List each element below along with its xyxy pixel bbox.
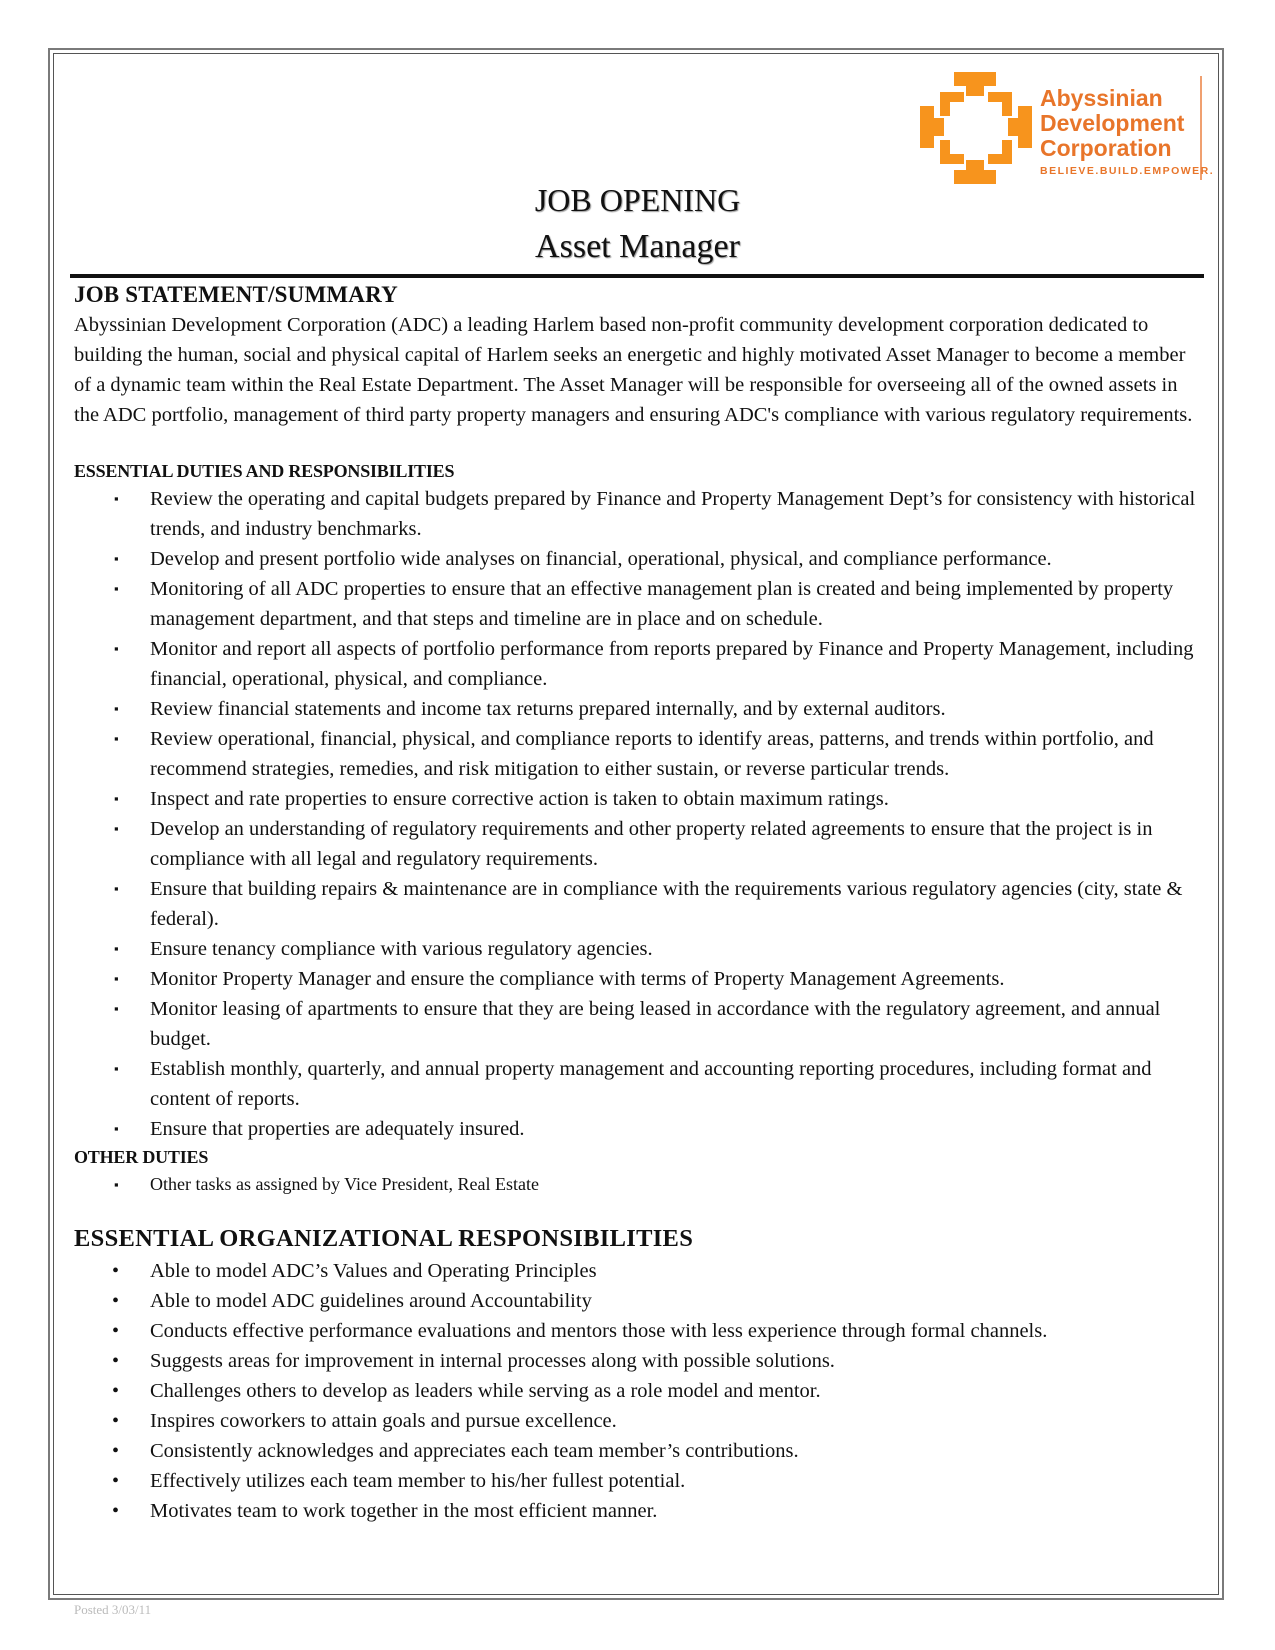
list-item: • Able to model ADC guidelines around Accountability [74, 1286, 1204, 1316]
bullet-icon: ▪ [114, 791, 119, 806]
list-item: ▪ Inspect and rate properties to ensure corrective action is taken to obtain maximum ratings. [74, 784, 1204, 814]
bullet-icon: • [112, 1260, 120, 1282]
logo-tagline: BELIEVE.BUILD.EMPOWER. [1040, 165, 1215, 177]
list-item: ▪ Develop and present portfolio wide analyses on financial, operational, physical, and compliance performance. [74, 544, 1204, 574]
list-item: ▪ Monitor Property Manager and ensure the compliance with terms of Property Management Agreements. [74, 964, 1204, 994]
list-item: ▪ Develop an understanding of regulatory requirements and other property related agreements to ensure that the project is in compliance with all legal and regulatory requirements. [74, 814, 1204, 874]
bullet-icon: ▪ [114, 641, 119, 656]
bullet-icon: • [112, 1440, 120, 1462]
list-item: ▪ Establish monthly, quarterly, and annual property management and accounting reporting procedures, including format and content of reports. [74, 1054, 1204, 1114]
bullet-icon: ▪ [114, 491, 119, 506]
page-title: JOB OPENING [534, 182, 741, 218]
logo-line-2: Development [1040, 110, 1185, 136]
list-item: ▪ Ensure that properties are adequately insured. [74, 1114, 1204, 1144]
bullet-icon: ▪ [114, 701, 119, 716]
organizational-list [74, 1256, 1204, 1526]
bullet-icon: • [112, 1290, 120, 1312]
other-duties-list [74, 1170, 1204, 1198]
bullet-icon: ▪ [114, 881, 119, 896]
bullet-icon: • [112, 1320, 120, 1342]
logo-wordmark [1040, 86, 1214, 177]
list-item: ▪ Monitoring of all ADC properties to ensure that an effective management plan is created and being implemented by property management department, and that steps and timeline are in place and on schedule. [74, 574, 1204, 634]
bullet-icon: ▪ [114, 581, 119, 596]
duties-list [74, 484, 1204, 1144]
bullet-icon: ▪ [114, 941, 119, 956]
list-item: • Suggests areas for improvement in internal processes along with possible solutions. [74, 1346, 1204, 1376]
summary-heading: JOB STATEMENT/SUMMARY [74, 282, 398, 307]
bullet-icon: ▪ [114, 1001, 119, 1016]
bullet-icon: • [112, 1500, 120, 1522]
list-item: ▪ Review operational, financial, physical, and compliance reports to identify areas, patterns, and trends within portfolio, and recommend strategies, remedies, and risk mitigation to either sustain, or reverse particular trends. [74, 724, 1204, 784]
list-item: ▪ Monitor leasing of apartments to ensure that they are being leased in accordance with the regulatory agreement, and annual budget. [74, 994, 1204, 1054]
list-item: • Consistently acknowledges and appreciates each team member’s contributions. [74, 1436, 1204, 1466]
bullet-icon: • [112, 1410, 120, 1432]
list-item: • Able to model ADC’s Values and Operating Principles [74, 1256, 1204, 1286]
summary-text: Abyssinian Development Corporation (ADC) a leading Harlem based non-profit community development corporation dedicated to building the human, social and physical capital of Harlem seeks an energetic and highly motivated Asset Manager to become a member of a dynamic team within the Real Estate Department. The Asset Manager will be responsible for overseeing all of the owned assets in the ADC portfolio, management of third party property managers and ensuring ADC's compliance with various regulatory requirements. [74, 314, 1193, 426]
bullet-icon: ▪ [114, 821, 119, 836]
document-body [74, 280, 1204, 1526]
logo-line-1: Abyssinian [1040, 85, 1163, 111]
logo-line-3: Corporation [1040, 135, 1172, 161]
duties-heading: ESSENTIAL DUTIES AND RESPONSIBILITIES [74, 461, 455, 481]
list-item: ▪ Other tasks as assigned by Vice President, Real Estate [74, 1170, 1204, 1198]
list-item: • Conducts effective performance evaluations and mentors those with less experience through formal channels. [74, 1316, 1204, 1346]
bullet-icon: • [112, 1380, 120, 1402]
title-divider [70, 274, 1204, 278]
list-item: • Inspires coworkers to attain goals and pursue excellence. [74, 1406, 1204, 1436]
bullet-icon: • [112, 1350, 120, 1372]
list-item: ▪ Ensure that building repairs & maintenance are in compliance with the requirements various regulatory agencies (city, state & federal). [74, 874, 1204, 934]
bullet-icon: ▪ [114, 551, 119, 566]
bullet-icon: ▪ [114, 971, 119, 986]
bullet-icon: ▪ [114, 1121, 119, 1136]
list-item: ▪ Review financial statements and income tax returns prepared internally, and by external auditors. [74, 694, 1204, 724]
bullet-icon: ▪ [114, 731, 119, 746]
bullet-icon: • [112, 1470, 120, 1492]
list-item: ▪ Ensure tenancy compliance with various regulatory agencies. [74, 934, 1204, 964]
bullet-icon: ▪ [114, 1177, 119, 1192]
other-duties-heading: OTHER DUTIES [74, 1147, 209, 1167]
list-item: • Motivates team to work together in the most efficient manner. [74, 1496, 1204, 1526]
list-item: ▪ Monitor and report all aspects of portfolio performance from reports prepared by Finance and Property Management, including financial, operational, physical, and compliance. [74, 634, 1204, 694]
list-item: • Effectively utilizes each team member to his/her fullest potential. [74, 1466, 1204, 1496]
bullet-icon: ▪ [114, 1061, 119, 1076]
posted-date: Posted 3/03/11 [74, 1602, 152, 1617]
position-title: Asset Manager [535, 228, 740, 265]
organizational-heading: ESSENTIAL ORGANIZATIONAL RESPONSIBILITIES [74, 1225, 694, 1252]
list-item: • Challenges others to develop as leaders while serving as a role model and mentor. [74, 1376, 1204, 1406]
list-item: ▪ Review the operating and capital budgets prepared by Finance and Property Management Dept’s for consistency with historical trends, and industry benchmarks. [74, 484, 1204, 544]
